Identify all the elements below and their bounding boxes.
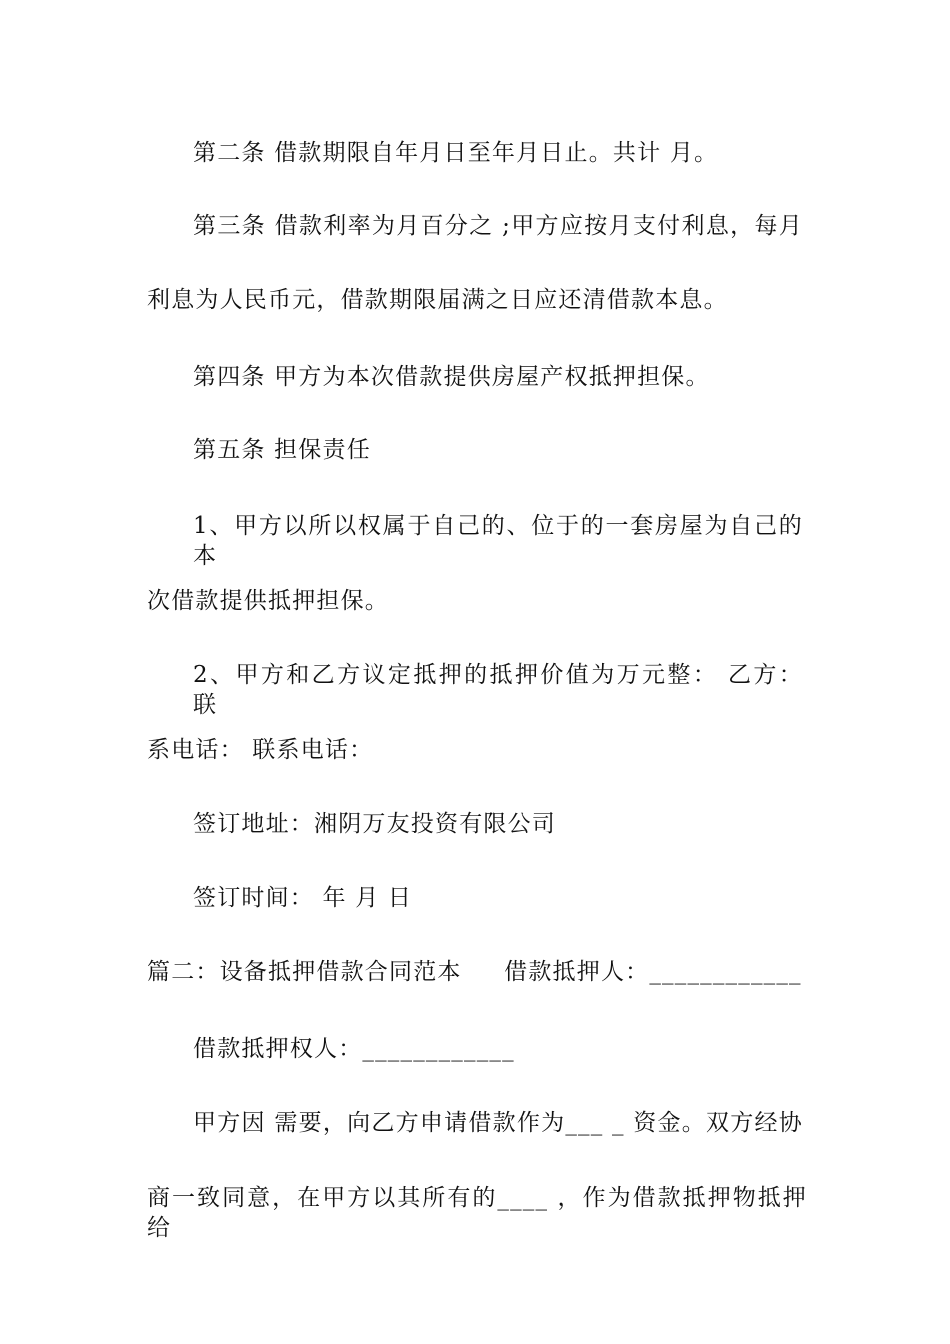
- clause-4-mortgage: 第四条 甲方为本次借款提供房屋产权抵押担保。: [193, 364, 710, 390]
- mortgagee-field: 借款抵押权人：____________: [193, 1036, 515, 1062]
- clause-5-item-1-line-2: 次借款提供抵押担保。: [147, 588, 389, 614]
- clause-5-heading: 第五条 担保责任: [193, 437, 371, 463]
- clause-3-interest-line-2: 利息为人民币元，借款期限届满之日应还清借款本息。: [147, 287, 728, 313]
- body-paragraph-line-1: 甲方因 需要，向乙方申请借款作为___ _ 资金。双方经协: [193, 1110, 803, 1136]
- clause-5-item-2-line-2: 系电话： 联系电话：: [147, 737, 374, 763]
- section-2-title: 篇二：设备抵押借款合同范本 借款抵押人：____________: [147, 959, 802, 985]
- body-paragraph-line-2: 商一致同意，在甲方以其所有的____ ，作为借款抵押物抵押给: [147, 1185, 807, 1241]
- signing-address: 签订地址：湘阴万友投资有限公司: [193, 811, 556, 837]
- clause-5-item-1-line-1: 1、甲方以所以权属于自己的、位于的一套房屋为自己的本: [193, 513, 803, 569]
- clause-5-item-2-line-1: 2、甲方和乙方议定抵押的抵押价值为万元整： 乙方： 联: [193, 662, 803, 718]
- signing-date: 签订时间： 年 月 日: [193, 885, 413, 911]
- clause-2-term: 第二条 借款期限自年月日至年月日止。共计 月。: [193, 140, 719, 166]
- clause-3-interest-line-1: 第三条 借款利率为月百分之 ;甲方应按月支付利息，每月: [193, 213, 803, 239]
